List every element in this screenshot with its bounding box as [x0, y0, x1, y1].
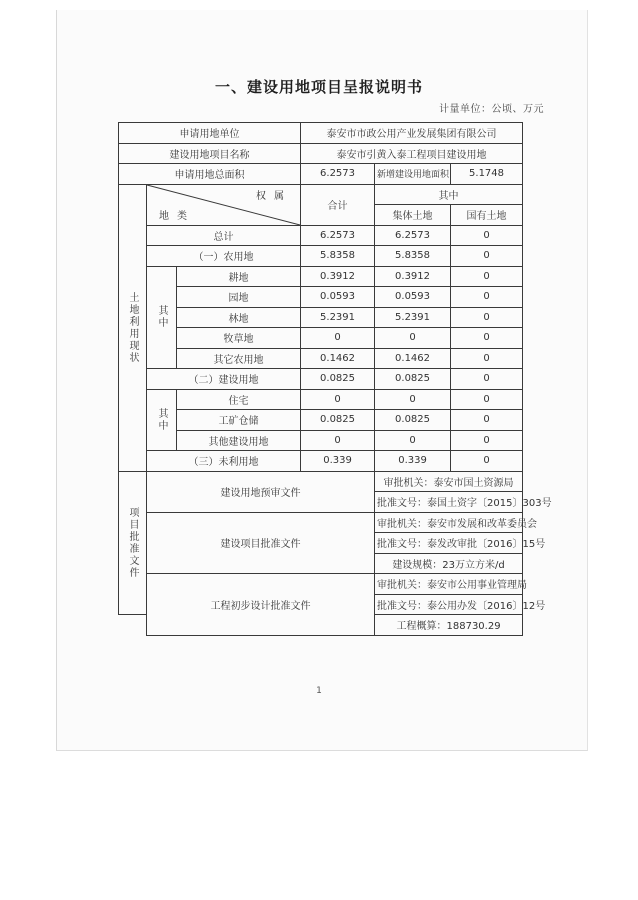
doc-authority: 审批机关：泰安市发展和改革委员会 [375, 512, 523, 533]
cell-heji: 0.0825 [301, 369, 375, 390]
cell-guoyou: 0 [451, 266, 523, 287]
page-number: 1 [316, 686, 322, 696]
cell-guoyou: 0 [451, 287, 523, 308]
header-quanshu: 权属 [256, 190, 293, 202]
area-row [119, 164, 523, 185]
doc-number: 批准文号：泰公用办发〔2016〕12号 [375, 594, 523, 615]
cell-guoyou: 0 [451, 430, 523, 451]
applicant-row [119, 123, 523, 144]
doc-label-predoc: 建设用地预审文件 [147, 471, 375, 512]
total-area-label: 申请用地总面积 [119, 164, 301, 185]
cell-guoyou: 0 [451, 389, 523, 410]
header-dilei: 地类 [159, 210, 195, 222]
cell-guoyou: 0 [451, 328, 523, 349]
row-unused [119, 451, 523, 472]
row-label: 林地 [177, 307, 301, 328]
cell-guoyou: 0 [451, 225, 523, 246]
row-pasture [119, 328, 523, 349]
cell-guoyou: 0 [451, 451, 523, 472]
project-row [119, 143, 523, 164]
cell-jiti: 0 [375, 328, 451, 349]
cell-guoyou: 0 [451, 348, 523, 369]
header-qizhong: 其中 [375, 184, 523, 205]
row-label: （三）未利用地 [147, 451, 301, 472]
cell-guoyou: 0 [451, 246, 523, 267]
row-otherconst [119, 430, 523, 451]
header-jiti: 集体土地 [375, 205, 451, 226]
row-label: 耕地 [177, 266, 301, 287]
page-title: 一、建设用地项目呈报说明书 [214, 78, 423, 96]
header-heji: 合计 [301, 184, 375, 225]
side-label-land: 土地利用现状 [119, 184, 147, 471]
cell-jiti: 0.3912 [375, 266, 451, 287]
row-industrial [119, 410, 523, 431]
cell-jiti: 6.2573 [375, 225, 451, 246]
doc-row-predoc-1 [119, 471, 523, 492]
cell-heji: 5.2391 [301, 307, 375, 328]
project-value: 泰安市引黄入泰工程项目建设用地 [301, 143, 523, 164]
diagonal-header [147, 184, 301, 225]
row-farm [119, 246, 523, 267]
row-construction [119, 369, 523, 390]
row-label: 牧草地 [177, 328, 301, 349]
cell-heji: 0.1462 [301, 348, 375, 369]
new-area-label: 新增建设用地面积 [375, 164, 451, 185]
header-row-1 [119, 184, 523, 205]
cell-jiti: 5.8358 [375, 246, 451, 267]
row-label: 其它农用地 [177, 348, 301, 369]
cell-heji: 0.0825 [301, 410, 375, 431]
doc-authority: 审批机关：泰安市国土资源局 [375, 471, 523, 492]
cell-jiti: 0.1462 [375, 348, 451, 369]
cell-heji: 0 [301, 430, 375, 451]
row-label: （二）建设用地 [147, 369, 301, 390]
doc-row-project-1 [119, 512, 523, 533]
side-label-approval: 项目批准文件 [119, 471, 147, 615]
cell-jiti: 0.0825 [375, 410, 451, 431]
project-label: 建设用地项目名称 [119, 143, 301, 164]
cell-guoyou: 0 [451, 307, 523, 328]
applicant-value: 泰安市市政公用产业发展集团有限公司 [301, 123, 523, 144]
row-label: （一）农用地 [147, 246, 301, 267]
row-label: 住宅 [177, 389, 301, 410]
cell-jiti: 0 [375, 430, 451, 451]
row-arable [119, 266, 523, 287]
row-garden [119, 287, 523, 308]
doc-row-design-1 [119, 574, 523, 595]
unit-note: 计量单位：公顷、万元 [439, 104, 544, 115]
doc-number: 批准文号：泰发改审批〔2016〕15号 [375, 533, 523, 554]
applicant-label: 申请用地单位 [119, 123, 301, 144]
total-area-value: 6.2573 [301, 164, 375, 185]
new-area-value: 5.1748 [451, 164, 523, 185]
cell-jiti: 0.0593 [375, 287, 451, 308]
row-label: 园地 [177, 287, 301, 308]
doc-label-design: 工程初步设计批准文件 [147, 574, 375, 636]
cell-jiti: 0.339 [375, 451, 451, 472]
doc-spacer [119, 615, 147, 636]
row-otherfarm [119, 348, 523, 369]
qizhong-label-construction: 其中 [147, 389, 177, 451]
doc-label-project: 建设项目批准文件 [147, 512, 375, 574]
row-residential [119, 389, 523, 410]
land-use-table [118, 122, 552, 636]
doc-authority: 审批机关：泰安市公用事业管理局 [375, 574, 523, 595]
cell-heji: 0 [301, 328, 375, 349]
cell-heji: 0 [301, 389, 375, 410]
row-label: 总计 [147, 225, 301, 246]
cell-heji: 5.8358 [301, 246, 375, 267]
doc-number: 批准文号：泰国土资字〔2015〕303号 [375, 492, 523, 513]
row-label: 其他建设用地 [177, 430, 301, 451]
qizhong-label-farm: 其中 [147, 266, 177, 369]
blank-area [0, 772, 638, 900]
cell-guoyou: 0 [451, 410, 523, 431]
cell-heji: 0.339 [301, 451, 375, 472]
cell-heji: 6.2573 [301, 225, 375, 246]
row-forest [119, 307, 523, 328]
row-total [119, 225, 523, 246]
cell-jiti: 0.0825 [375, 369, 451, 390]
doc-scale: 建设规模：23万立方米/d [375, 553, 523, 574]
header-guoyou: 国有土地 [451, 205, 523, 226]
row-label: 工矿仓储 [177, 410, 301, 431]
cell-heji: 0.0593 [301, 287, 375, 308]
cell-guoyou: 0 [451, 369, 523, 390]
doc-budget: 工程概算：188730.29 [375, 615, 523, 636]
cell-jiti: 0 [375, 389, 451, 410]
cell-heji: 0.3912 [301, 266, 375, 287]
cell-jiti: 5.2391 [375, 307, 451, 328]
